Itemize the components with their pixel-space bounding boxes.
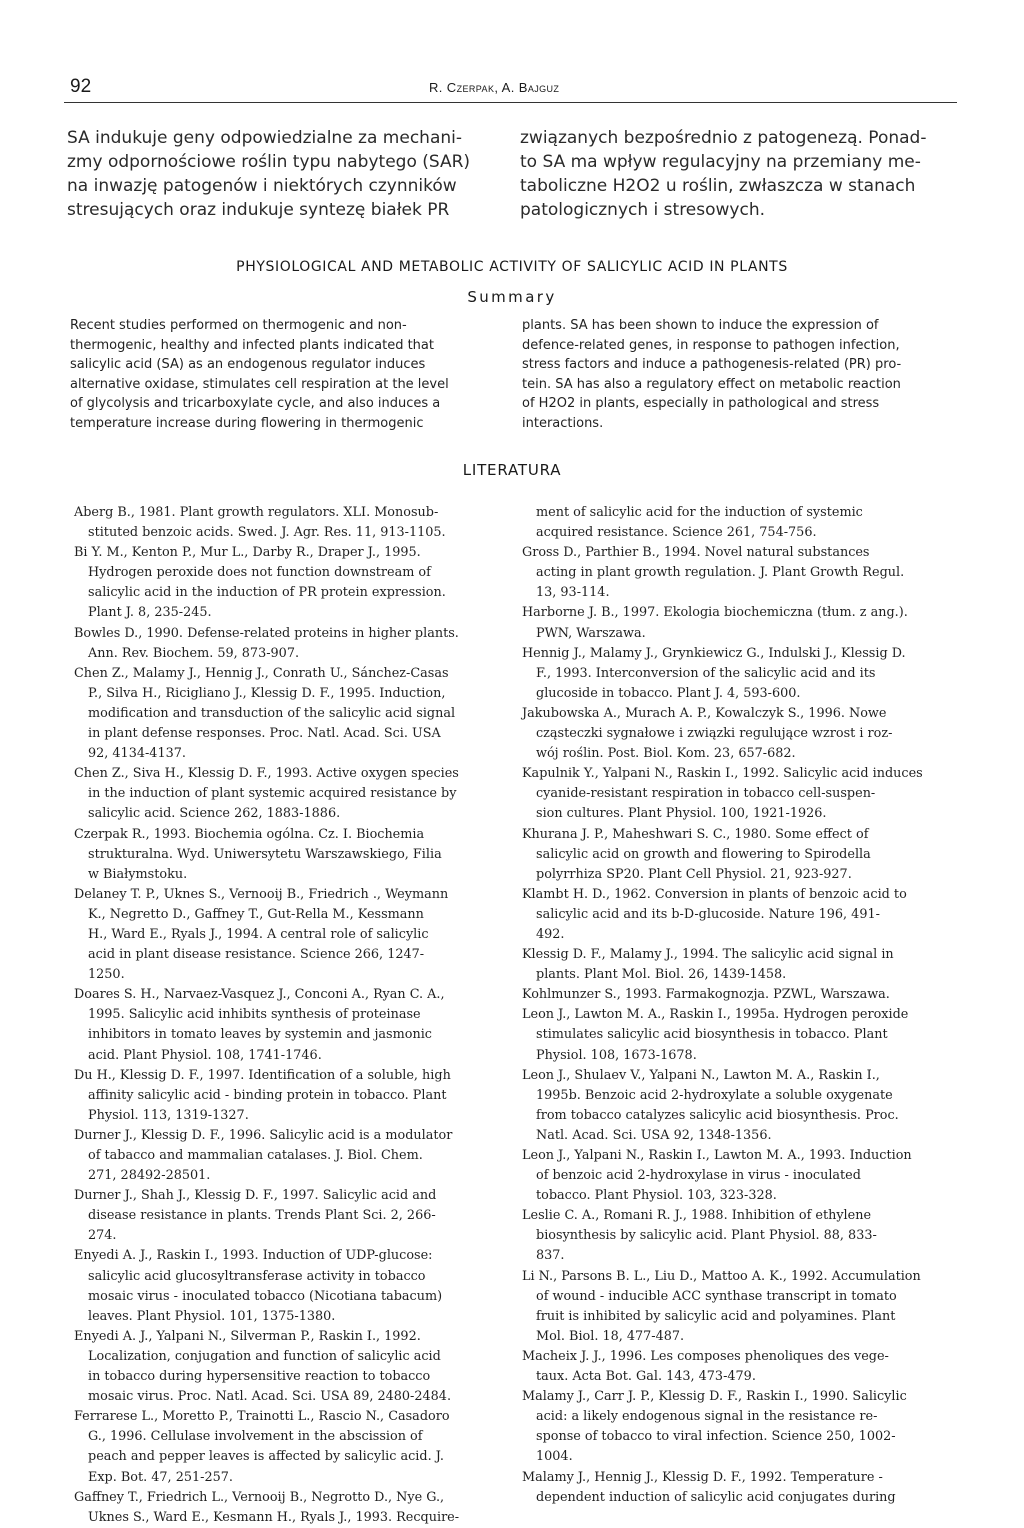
reference-entry <box>522 503 962 543</box>
reference-line: Gaffney T., Friedrich L., Vernooij B., Negrotto D., Nye G., <box>74 1489 445 1505</box>
reference-line: salicylic acid in the induction of PR protein expression. <box>88 585 446 601</box>
reference-line: acid: a likely endogenous signal in the resistance re- <box>536 1409 878 1425</box>
reference-line: stimulates salicylic acid biosynthesis in tobacco. Plant <box>536 1027 888 1043</box>
reference-line: Leon J., Yalpani N., Raskin I., Lawton M. A., 1993. Induction <box>522 1148 912 1163</box>
reference-line: sponse of tobacco to viral infection. Science 250, 1002- <box>536 1429 896 1445</box>
reference-line: Physiol. 113, 1319-1327. <box>88 1107 249 1123</box>
reference-line: Li N., Parsons B. L., Liu D., Mattoo A. K., 1992. Accumulation <box>522 1268 921 1284</box>
reference-line: polyrrhiza SP20. Plant Cell Physiol. 21, 923-927. <box>536 866 852 882</box>
reference-entry <box>522 945 962 985</box>
reference-line: Physiol. 108, 1673-1678. <box>536 1047 697 1063</box>
reference-line: Bowles D., 1990. Defense-related proteins in higher plants. <box>74 625 459 641</box>
reference-entry <box>74 1066 514 1126</box>
page-number: 92 <box>70 76 92 97</box>
reference-entry <box>74 1407 514 1487</box>
reference-entry <box>522 1206 962 1266</box>
summary-line: interactions. <box>522 415 604 431</box>
reference-line: in the induction of plant systemic acquired resistance by <box>88 786 457 802</box>
reference-line: Chen Z., Siva H., Klessig D. F., 1993. Active oxygen species <box>74 766 459 782</box>
reference-line: w Białymstoku. <box>88 866 188 882</box>
reference-line: Du H., Klessig D. F., 1997. Identification of a soluble, high <box>74 1067 451 1083</box>
reference-line: H., Ward E., Ryals J., 1994. A central role of salicylic <box>88 926 429 942</box>
reference-line: Harborne J. B., 1997. Ekologia biochemiczna (tłum. z ang.). <box>522 605 908 621</box>
intro-line: na inwazję patogenów i niektórych czynników <box>67 176 457 196</box>
reference-line: affinity salicylic acid - binding protein in tobacco. Plant <box>88 1087 447 1103</box>
intro-line: patologicznych i stresowych. <box>520 200 766 220</box>
reference-line: Doares S. H., Narvaez-Vasquez J., Conconi A., Ryan C. A., <box>74 987 445 1003</box>
reference-line: 1995b. Benzoic acid 2-hydroxylate a soluble oxygenate <box>536 1087 893 1103</box>
reference-entry <box>522 1005 962 1065</box>
reference-entry <box>74 503 514 543</box>
reference-line: strukturalna. Wyd. Uniwersytetu Warszawskiego, Filia <box>88 846 442 862</box>
reference-line: glucoside in tobacco. Plant J. 4, 593-600. <box>536 685 801 701</box>
reference-line: wój roślin. Post. Biol. Kom. 23, 657-682. <box>536 746 796 762</box>
reference-line: 13, 93-114. <box>536 585 610 601</box>
reference-line: of tabacco and mammalian catalases. J. Biol. Chem. <box>88 1148 423 1163</box>
summary-heading: Summary <box>467 288 557 306</box>
summary-left <box>70 316 510 434</box>
reference-entry <box>522 1066 962 1146</box>
reference-entry <box>74 764 514 824</box>
reference-line: Leon J., Shulaev V., Yalpani N., Lawton M. A., Raskin I., <box>522 1067 880 1083</box>
reference-entry <box>522 1146 962 1206</box>
reference-entry <box>74 1488 514 1528</box>
reference-line: Bi Y. M., Kenton P., Mur L., Darby R., Draper J., 1995. <box>74 545 421 561</box>
reference-line: tobacco. Plant Physiol. 103, 323-328. <box>536 1188 777 1204</box>
reference-line: 492. <box>536 926 565 942</box>
reference-entry <box>522 985 962 1005</box>
reference-line: disease resistance in plants. Trends Plant Sci. 2, 266- <box>88 1208 436 1224</box>
reference-line: Uknes S., Ward E., Kesmann H., Ryals J., 1993. Recquire- <box>88 1509 460 1525</box>
reference-line: Durner J., Klessig D. F., 1996. Salicylic acid is a modulator <box>74 1127 453 1143</box>
reference-entry <box>74 1126 514 1186</box>
reference-entry <box>522 704 962 764</box>
reference-entry <box>522 1347 962 1387</box>
reference-entry <box>74 985 514 1065</box>
literature-heading: LITERATURA <box>462 461 562 479</box>
references-right-column <box>522 503 962 1508</box>
reference-line: Hydrogen peroxide does not function downstream of <box>88 565 431 581</box>
reference-line: Ann. Rev. Biochem. 59, 873-907. <box>88 645 300 661</box>
reference-line: salicylic acid. Science 262, 1883-1886. <box>88 806 341 822</box>
reference-entry <box>74 624 514 664</box>
reference-line: sion cultures. Plant Physiol. 100, 1921-1926. <box>536 806 827 822</box>
reference-line: salicylic acid on growth and flowering to Spirodella <box>536 846 871 862</box>
reference-line: Delaney T. P., Uknes S., Vernooij B., Friedrich ., Weymann <box>74 886 449 902</box>
summary-line: thermogenic, healthy and infected plants indicated that <box>70 337 434 353</box>
reference-line: Jakubowska A., Murach A. P., Kowalczyk S., 1996. Nowe <box>522 705 887 721</box>
reference-line: peach and pepper leaves is affected by salicylic acid. J. <box>88 1449 444 1465</box>
summary-line: tein. SA has also a regulatory effect on metabolic reaction <box>522 376 901 392</box>
reference-line: 271, 28492-28501. <box>88 1168 211 1184</box>
summary-line: Recent studies performed on thermogenic and non- <box>70 318 407 333</box>
reference-line: Chen Z., Malamy J., Hennig J., Conrath U., Sánchez-Casas <box>74 665 449 681</box>
summary-line: of glycolysis and tricarboxylate cycle, and also induces a <box>70 396 441 412</box>
reference-line: Gross D., Parthier B., 1994. Novel natural substances <box>522 545 870 561</box>
polish-summary-left <box>67 126 507 222</box>
summary-line: temperature increase during flowering in thermogenic <box>70 415 424 431</box>
reference-line: Natl. Acad. Sci. USA 92, 1348-1356. <box>536 1127 772 1143</box>
reference-line: salicylic acid glucosyltransferase activity in tobacco <box>88 1268 426 1284</box>
reference-line: Localization, conjugation and function of salicylic acid <box>88 1348 441 1364</box>
reference-line: fruit is inhibited by salicylic acid and polyamines. Plant <box>536 1308 896 1324</box>
reference-line: 837. <box>536 1248 565 1264</box>
reference-entry <box>522 825 962 885</box>
reference-line: dependent induction of salicylic acid conjugates during <box>536 1489 896 1505</box>
reference-line: ment of salicylic acid for the induction of systemic <box>536 505 863 520</box>
reference-line: Leon J., Lawton M. A., Raskin I., 1995a. Hydrogen peroxide <box>522 1007 909 1023</box>
reference-line: 274. <box>88 1228 117 1244</box>
reference-line: 1004. <box>536 1449 573 1465</box>
reference-line: Ferrarese L., Moretto P., Trainotti L., Rascio N., Casadoro <box>74 1409 450 1425</box>
english-title: PHYSIOLOGICAL AND METABOLIC ACTIVITY OF SALICYLIC ACID IN PLANTS <box>236 259 788 275</box>
reference-line: Malamy J., Carr J. P., Klessig D. F., Raskin I., 1990. Salicylic <box>522 1389 907 1405</box>
reference-line: Khurana J. P., Maheshwari S. C., 1980. Some effect of <box>522 826 869 842</box>
reference-entry <box>522 1387 962 1467</box>
running-head-authors: R. Czerpak, A. Bajguz <box>429 80 560 95</box>
reference-line: acid. Plant Physiol. 108, 1741-1746. <box>88 1047 322 1063</box>
reference-line: modification and transduction of the salicylic acid signal <box>88 705 456 721</box>
summary-line: salicylic acid (SA) as an endogenous regulator induces <box>70 357 426 373</box>
reference-line: Kohlmunzer S., 1993. Farmakognozja. PZWL, Warszawa. <box>522 987 890 1003</box>
reference-line: F., 1993. Interconversion of the salicylic acid and its <box>536 665 876 681</box>
reference-entry <box>522 644 962 704</box>
reference-line: Hennig J., Malamy J., Grynkiewicz G., Indulski J., Klessig D. <box>522 645 906 661</box>
reference-entry <box>74 1246 514 1326</box>
reference-line: Exp. Bot. 47, 251-257. <box>88 1469 233 1485</box>
reference-line: acting in plant growth regulation. J. Plant Growth Regul. <box>536 565 905 581</box>
reference-entry <box>522 603 962 643</box>
intro-line: to SA ma wpływ regulacyjny na przemiany me- <box>520 152 921 172</box>
intro-line: związanych bezpośrednio z patogenezą. Ponad- <box>520 128 927 148</box>
intro-line: SA indukuje geny odpowiedzialne za mechani- <box>67 128 462 148</box>
reference-line: 1995. Salicylic acid inhibits synthesis of proteinase <box>88 1007 421 1023</box>
reference-line: Plant J. 8, 235-245. <box>88 605 212 621</box>
summary-line: stress factors and induce a pathogenesis-related (PR) pro- <box>522 357 902 373</box>
reference-line: K., Negretto D., Gaffney T., Gut-Rella M., Kessmann <box>88 906 424 922</box>
intro-line: zmy odpornościowe roślin typu nabytego (SAR) <box>67 152 471 172</box>
reference-entry <box>74 885 514 985</box>
reference-entry <box>74 1186 514 1246</box>
reference-line: of wound - inducible ACC synthase transcript in tomato <box>536 1288 897 1304</box>
reference-line: Macheix J. J., 1996. Les composes phenoliques des vege- <box>522 1348 889 1364</box>
reference-line: from tobacco catalyzes salicylic acid biosynthesis. Proc. <box>536 1107 899 1123</box>
reference-line: inhibitors in tomato leaves by systemin and jasmonic <box>88 1027 432 1043</box>
reference-line: salicylic acid and its b-D-glucoside. Nature 196, 491- <box>536 906 880 922</box>
reference-line: in tobacco during hypersensitive reaction to tobacco <box>88 1369 431 1385</box>
reference-line: acquired resistance. Science 261, 754-756. <box>536 525 817 541</box>
reference-entry <box>522 1468 962 1508</box>
reference-line: taux. Acta Bot. Gal. 143, 473-479. <box>536 1369 756 1385</box>
reference-entry <box>74 664 514 764</box>
reference-line: 1250. <box>88 967 125 983</box>
summary-line: defence-related genes, in response to pathogen infection, <box>522 337 900 353</box>
reference-line: Durner J., Shah J., Klessig D. F., 1997. Salicylic acid and <box>74 1188 437 1204</box>
reference-entry <box>522 885 962 945</box>
reference-line: of benzoic acid 2-hydroxylase in virus - inoculated <box>536 1168 861 1184</box>
reference-line: Mol. Biol. 18, 477-487. <box>536 1328 685 1344</box>
reference-line: stituted benzoic acids. Swed. J. Agr. Res. 11, 913-1105. <box>88 525 446 541</box>
summary-line: plants. SA has been shown to induce the expression of <box>522 318 879 333</box>
summary-line: alternative oxidase, stimulates cell respiration at the level <box>70 376 449 392</box>
reference-line: PWN, Warszawa. <box>536 625 646 641</box>
reference-line: plants. Plant Mol. Biol. 26, 1439-1458. <box>536 967 787 983</box>
reference-line: 92, 4134-4137. <box>88 746 186 762</box>
reference-line: Kapulnik Y., Yalpani N., Raskin I., 1992. Salicylic acid induces <box>522 766 923 782</box>
reference-line: Enyedi A. J., Raskin I., 1993. Induction of UDP-glucose: <box>74 1248 433 1264</box>
reference-line: Czerpak R., 1993. Biochemia ogólna. Cz. I. Biochemia <box>74 826 425 842</box>
reference-line: in plant defense responses. Proc. Natl. Acad. Sci. USA <box>88 726 441 742</box>
reference-line: mosaic virus - inoculated tobacco (Nicotiana tabacum) <box>88 1288 443 1304</box>
reference-line: Enyedi A. J., Yalpani N., Silverman P., Raskin I., 1992. <box>74 1328 421 1344</box>
reference-entry <box>522 764 962 824</box>
summary-line: of H2O2 in plants, especially in pathological and stress <box>522 396 880 412</box>
reference-line: Malamy J., Hennig J., Klessig D. F., 1992. Temperature - <box>522 1469 883 1485</box>
reference-line: G., 1996. Cellulase involvement in the abscission of <box>88 1429 423 1445</box>
reference-line: Aberg B., 1981. Plant growth regulators. XLI. Monosub- <box>74 505 439 520</box>
intro-line: stresujących oraz indukuje syntezę białek PR <box>67 200 450 220</box>
running-head <box>64 76 957 103</box>
reference-line: Klessig D. F., Malamy J., 1994. The salicylic acid signal in <box>522 947 894 963</box>
reference-line: acid in plant disease resistance. Science 266, 1247- <box>88 947 425 963</box>
reference-entry <box>74 1327 514 1407</box>
references-left-column <box>74 503 514 1528</box>
polish-summary-right <box>520 126 960 222</box>
reference-line: Klambt H. D., 1962. Conversion in plants of benzoic acid to <box>522 886 907 902</box>
reference-line: cząsteczki sygnałowe i związki regulujące wzrost i roz- <box>536 726 893 742</box>
reference-line: cyanide-resistant respiration in tobacco cell-suspen- <box>536 786 876 802</box>
reference-entry <box>522 1267 962 1347</box>
reference-entry <box>74 543 514 623</box>
reference-line: Leslie C. A., Romani R. J., 1988. Inhibition of ethylene <box>522 1208 872 1224</box>
reference-entry <box>74 825 514 885</box>
reference-entry <box>522 543 962 603</box>
summary-right <box>522 316 962 434</box>
reference-line: mosaic virus. Proc. Natl. Acad. Sci. USA 89, 2480-2484. <box>88 1389 452 1405</box>
reference-line: P., Silva H., Ricigliano J., Klessig D. F., 1995. Induction, <box>88 685 446 701</box>
reference-line: biosynthesis by salicylic acid. Plant Physiol. 88, 833- <box>536 1228 877 1244</box>
reference-line: leaves. Plant Physiol. 101, 1375-1380. <box>88 1308 336 1324</box>
intro-line: taboliczne H2O2 u roślin, zwłaszcza w stanach <box>520 176 916 196</box>
